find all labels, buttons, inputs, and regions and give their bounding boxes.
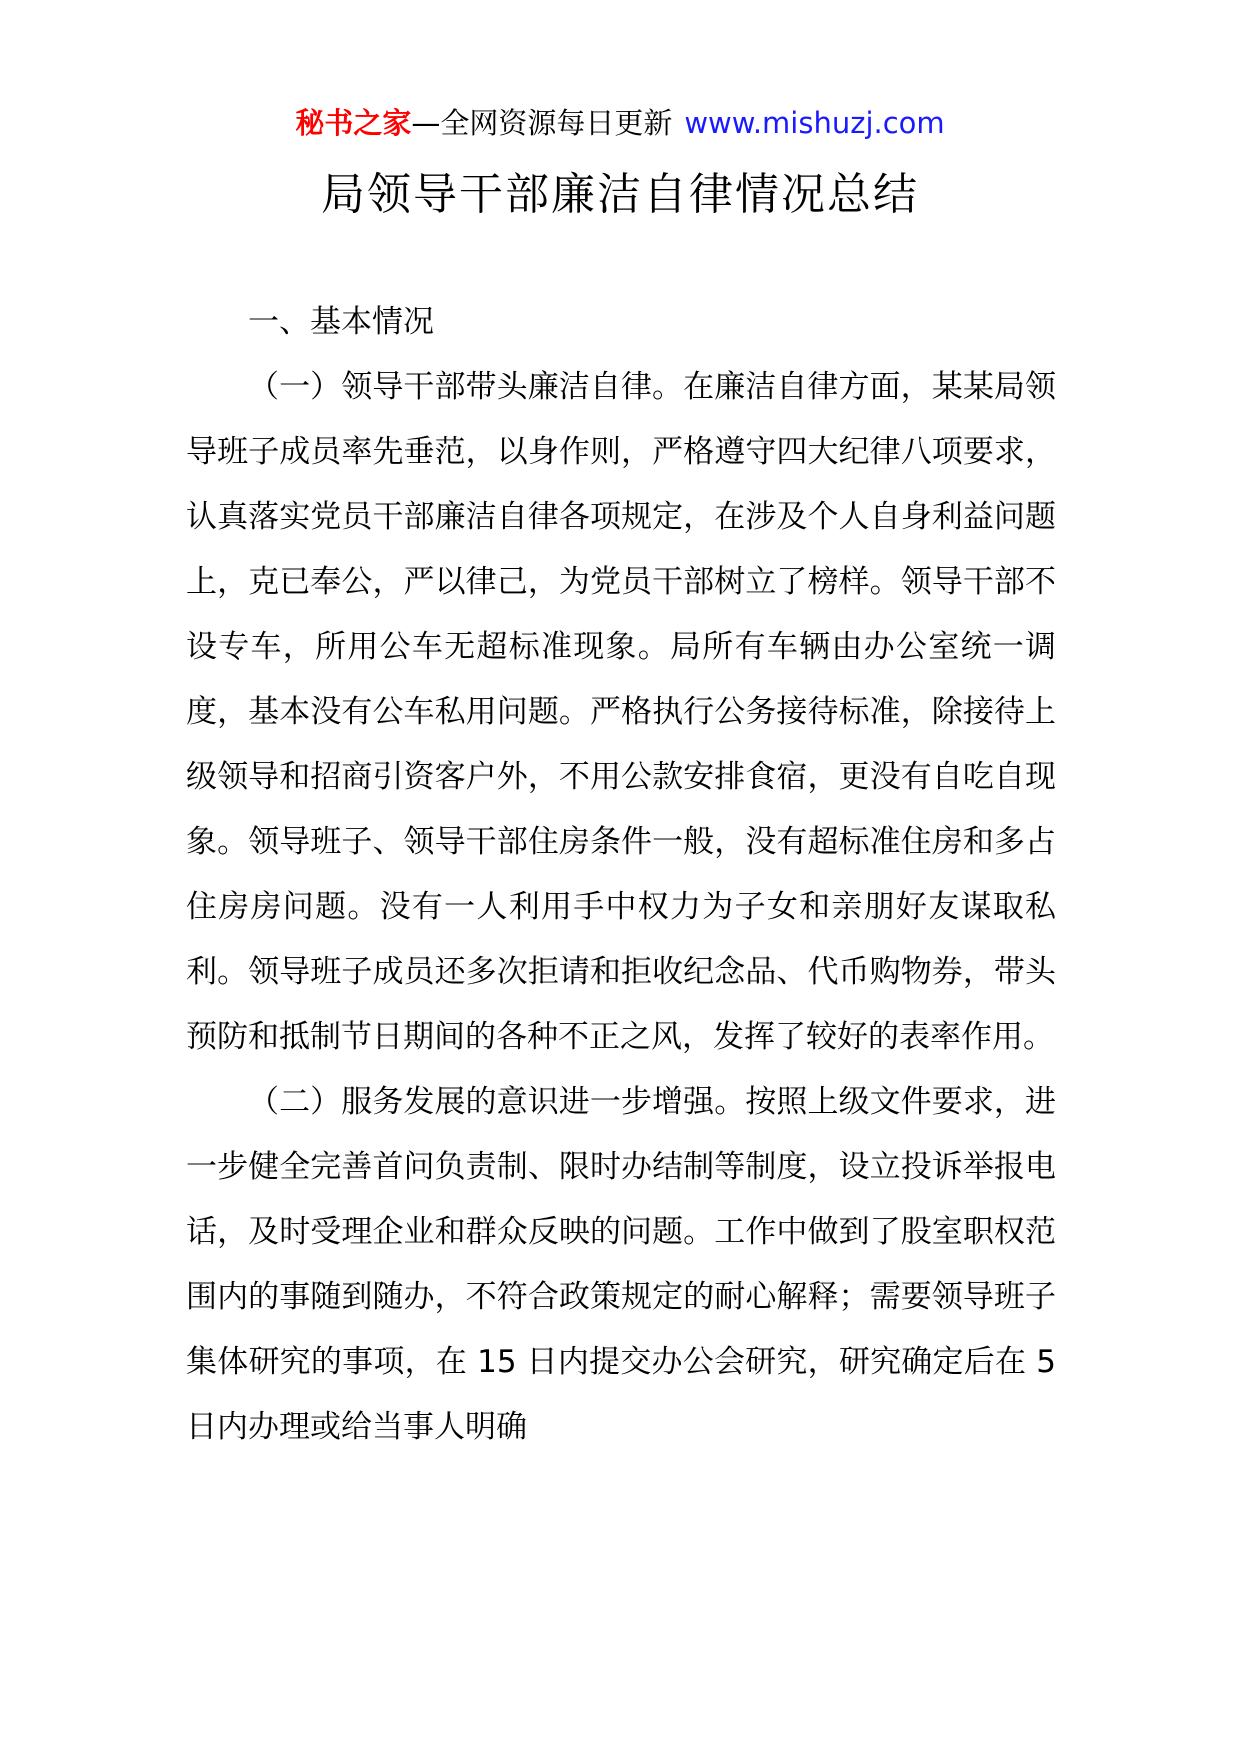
section-heading: 一、基本情况	[248, 304, 434, 340]
site-banner	[0, 100, 1240, 146]
site-url-link[interactable]: www.mishuzj.com	[684, 106, 945, 140]
body-paragraph-1: （一）领导干部带头廉洁自律。在廉洁自律方面，某某局领导班子成员率先垂范，以身作则，严格遵守四大纪律八项要求，认真落实党员干部廉洁自律各项规定，在涉及个人自身利益问题上，克已奉公，严以律己，为党员干部树立了榜样。领导干部不设专车，所用公车无超标准现象。局所有车辆由办公室统一调度，基本没有公车私用问题。严格执行公务接待标准，除接待上级领导和招商引资客户外，不用公款安排食宿，更没有自吃自现象。领导班子、领导干部住房条件一般，没有超标准住房和多占住房房问题。没有一人利用手中权力为子女和亲朋好友谋取私利。领导班子成员还多次拒请和拒收纪念品、代币购物券，带头预防和抵制节日期间的各种不正之风，发挥了较好的表率作用。	[186, 369, 1056, 1055]
brand-name: 秘书之家	[295, 106, 412, 140]
document-title: 局领导干部廉洁自律情况总结	[321, 169, 919, 220]
document-body	[186, 290, 1056, 1460]
banner-slogan: —全网资源每日更新	[411, 106, 673, 140]
body-paragraph-2: （二）服务发展的意识进一步增强。按照上级文件要求，进一步健全完善首问负责制、限时办结制等制度，设立投诉举报电话，及时受理企业和群众反映的问题。工作中做到了股室职权范围内的事随到随办，不符合政策规定的耐心解释；需要领导班子集体研究的事项，在 15 日内提交办公会研究，研究确定后在 5 日内办理或给当事人明确	[186, 1084, 1056, 1445]
